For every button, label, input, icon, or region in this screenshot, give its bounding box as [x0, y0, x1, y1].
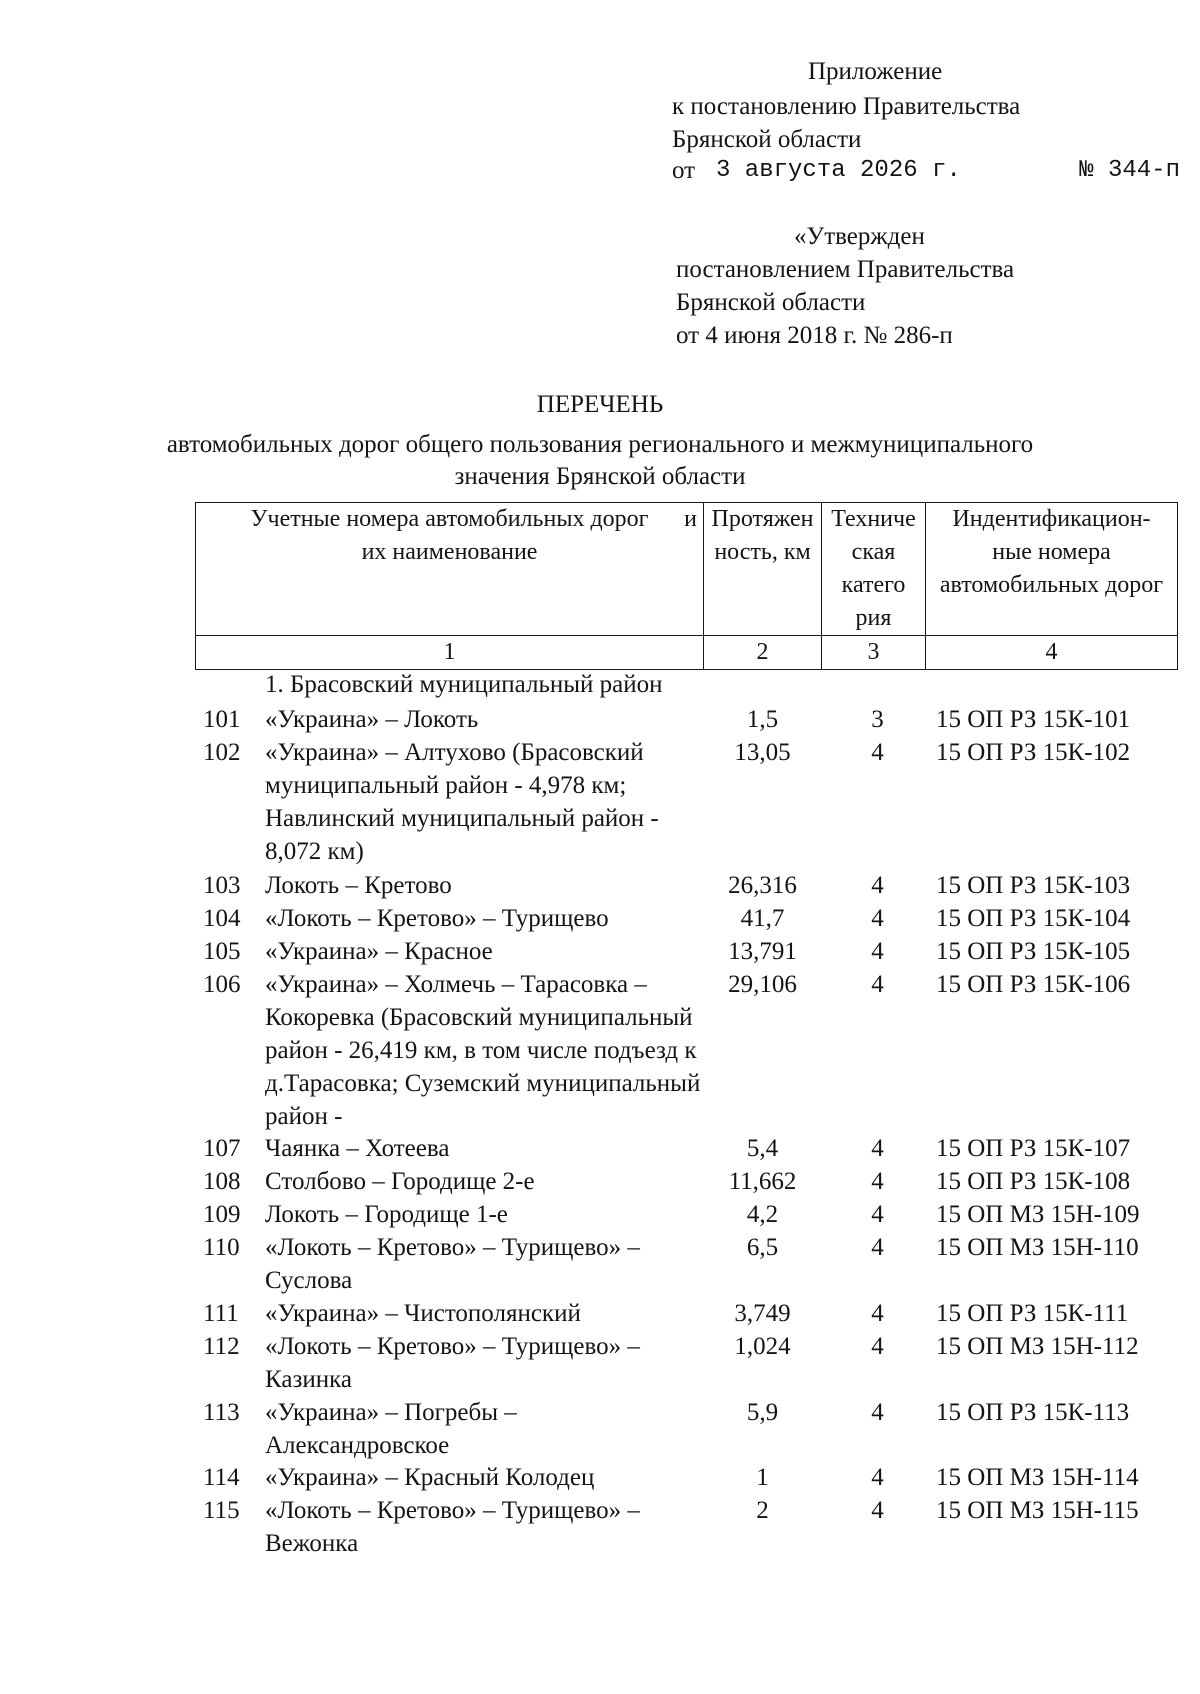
header-length-cell [704, 503, 822, 636]
road-length: 3,749 [734, 1300, 791, 1327]
road-ident-number: 15 ОП РЗ 15К-104 [936, 905, 1131, 932]
appendix-line-3: Брянской области [672, 126, 862, 153]
header-name-and: и [684, 506, 697, 532]
road-length: 6,5 [746, 1234, 779, 1261]
road-number: 108 [203, 1168, 241, 1195]
approval-line-4: от 4 июня 2018 г. № 286-п [676, 322, 953, 349]
road-number: 104 [203, 905, 241, 932]
road-ident-number: 15 ОП РЗ 15К-107 [936, 1135, 1131, 1162]
road-ident-number: 15 ОП РЗ 15К-106 [936, 971, 1131, 998]
road-category: 4 [871, 1497, 884, 1524]
road-length: 1 [756, 1464, 769, 1491]
road-category: 3 [871, 706, 884, 733]
road-ident-number: 15 ОП РЗ 15К-102 [936, 739, 1131, 766]
header-ident-1: Индентификацион- [952, 506, 1151, 532]
road-name: «Локоть – Кретово» – Турищево [265, 905, 609, 932]
road-name: «Украина» – Красный Колодец [265, 1464, 595, 1491]
road-name: Локоть – Городище 1-е [265, 1201, 508, 1228]
road-category: 4 [871, 905, 884, 932]
road-ident-number: 15 ОП РЗ 15К-103 [936, 872, 1131, 899]
road-length: 2 [756, 1497, 769, 1524]
header-row [196, 503, 1178, 636]
road-category: 4 [871, 1464, 884, 1491]
approval-line-1: «Утвержден [794, 223, 925, 250]
road-number: 109 [203, 1201, 241, 1228]
road-name: Чаянка – Хотеева [265, 1135, 450, 1162]
header-name-cont: их наименование [361, 539, 538, 565]
road-number: 112 [203, 1333, 240, 1360]
decree-date: 3 августа 2026 г. [716, 157, 961, 184]
road-category: 4 [871, 1234, 884, 1261]
road-name: «Локоть – Кретово» – Турищево» – Суслова [265, 1234, 640, 1294]
road-name: «Украина» – Чистополянский [265, 1300, 581, 1327]
road-length: 41,7 [740, 905, 785, 932]
road-length: 13,05 [734, 739, 791, 766]
road-ident-number: 15 ОП РЗ 15К-113 [936, 1399, 1130, 1426]
district-heading: 1. Брасовский муниципальный район [265, 671, 663, 698]
road-ident-number: 15 ОП РЗ 15К-101 [936, 706, 1131, 733]
road-number: 103 [203, 872, 241, 899]
header-name: Учетные номера автомобильных дорог [250, 506, 649, 532]
road-category: 4 [871, 1300, 884, 1327]
road-category: 4 [871, 938, 884, 965]
column-number-2: 2 [704, 636, 822, 670]
road-category: 4 [871, 1399, 884, 1426]
road-name: «Локоть – Кретово» – Турищево» – Казинка [265, 1333, 640, 1393]
road-ident-number: 15 ОП РЗ 15К-108 [936, 1168, 1131, 1195]
document-subtitle-2: значения Брянской области [454, 463, 746, 490]
road-name: «Украина» – Холмечь – Тарасовка – Кокоревка (Брасовский муниципальный район - 26,419 км, в том числе подъезд к д.Тарасовка; Суземский муниципальный район - [265, 971, 701, 1130]
header-ident-cell [926, 503, 1178, 636]
road-ident-number: 15 ОП РЗ 15К-105 [936, 938, 1131, 965]
appendix-line-1: Приложение [808, 58, 943, 85]
road-number: 111 [203, 1300, 239, 1327]
road-name: «Украина» – Локоть [265, 706, 479, 733]
road-number: 115 [203, 1497, 240, 1524]
header-category-3: катего [841, 572, 906, 598]
road-length: 1,024 [734, 1333, 791, 1360]
road-category: 4 [871, 1201, 884, 1228]
road-category: 4 [871, 1333, 884, 1360]
road-category: 4 [871, 872, 884, 899]
road-name: Локоть – Кретово [265, 872, 452, 899]
road-number: 101 [203, 706, 241, 733]
road-number: 106 [203, 971, 241, 998]
column-number-row [196, 636, 1178, 670]
road-length: 13,791 [728, 938, 797, 965]
road-category: 4 [871, 739, 884, 766]
road-ident-number: 15 ОП МЗ 15Н-110 [936, 1234, 1139, 1261]
road-length: 26,316 [728, 872, 797, 899]
road-ident-number: 15 ОП МЗ 15Н-114 [936, 1464, 1139, 1491]
column-number-1: 1 [196, 636, 704, 670]
header-length-2: ность, км [714, 539, 811, 565]
road-number: 114 [203, 1464, 240, 1491]
road-name: «Локоть – Кретово» – Турищево» – Вежонка [265, 1497, 640, 1557]
road-name: «Украина» – Погребы – Александровское [265, 1399, 517, 1459]
date-prefix: от [672, 157, 696, 184]
header-category-cell [822, 503, 926, 636]
road-ident-number: 15 ОП МЗ 15Н-112 [936, 1333, 1139, 1360]
road-length: 4,2 [746, 1201, 779, 1228]
road-length: 5,4 [746, 1135, 779, 1162]
document-title: ПЕРЕЧЕНЬ [536, 391, 664, 418]
approval-line-3: Брянской области [676, 289, 866, 316]
document-subtitle-1: автомобильных дорог общего пользования регионального и межмуниципального [166, 431, 1034, 458]
road-number: 107 [203, 1135, 241, 1162]
road-ident-number: 15 ОП РЗ 15К-111 [936, 1300, 1129, 1327]
road-category: 4 [871, 971, 884, 998]
road-name: «Украина» – Красное [265, 938, 493, 965]
appendix-line-2: к постановлению Правительства [672, 93, 1021, 120]
road-number: 105 [203, 938, 241, 965]
road-number: 102 [203, 739, 241, 766]
approval-line-2: постановлением Правительства [676, 256, 1015, 283]
header-name-cell [196, 503, 704, 636]
road-name: Столбово – Городище 2-е [265, 1168, 535, 1195]
road-category: 4 [871, 1135, 884, 1162]
table-header [195, 502, 1178, 670]
header-category-2: ская [851, 539, 896, 565]
header-category-1: Техниче [831, 506, 916, 532]
column-number-4: 4 [926, 636, 1178, 670]
road-length: 5,9 [746, 1399, 779, 1426]
road-category: 4 [871, 1168, 884, 1195]
header-length-1: Протяжен [711, 506, 814, 532]
header-category-4: рия [855, 605, 892, 631]
road-number: 110 [203, 1234, 240, 1261]
road-length: 11,662 [728, 1168, 797, 1195]
road-ident-number: 15 ОП МЗ 15Н-109 [936, 1201, 1140, 1228]
column-number-3: 3 [822, 636, 926, 670]
road-ident-number: 15 ОП МЗ 15Н-115 [936, 1497, 1139, 1524]
decree-number: № 344-п [1079, 157, 1180, 184]
road-length: 1,5 [746, 706, 779, 733]
road-name: «Украина» – Алтухово (Брасовский муниципальный район - 4,978 км; Навлинский муниципальный район - 8,072 км) [265, 739, 659, 865]
header-ident-3: автомобильных дорог [939, 572, 1164, 598]
road-length: 29,106 [728, 971, 797, 998]
appendix-date-line [672, 157, 1180, 187]
road-number: 113 [203, 1399, 240, 1426]
header-ident-2: ные номера [992, 539, 1111, 565]
